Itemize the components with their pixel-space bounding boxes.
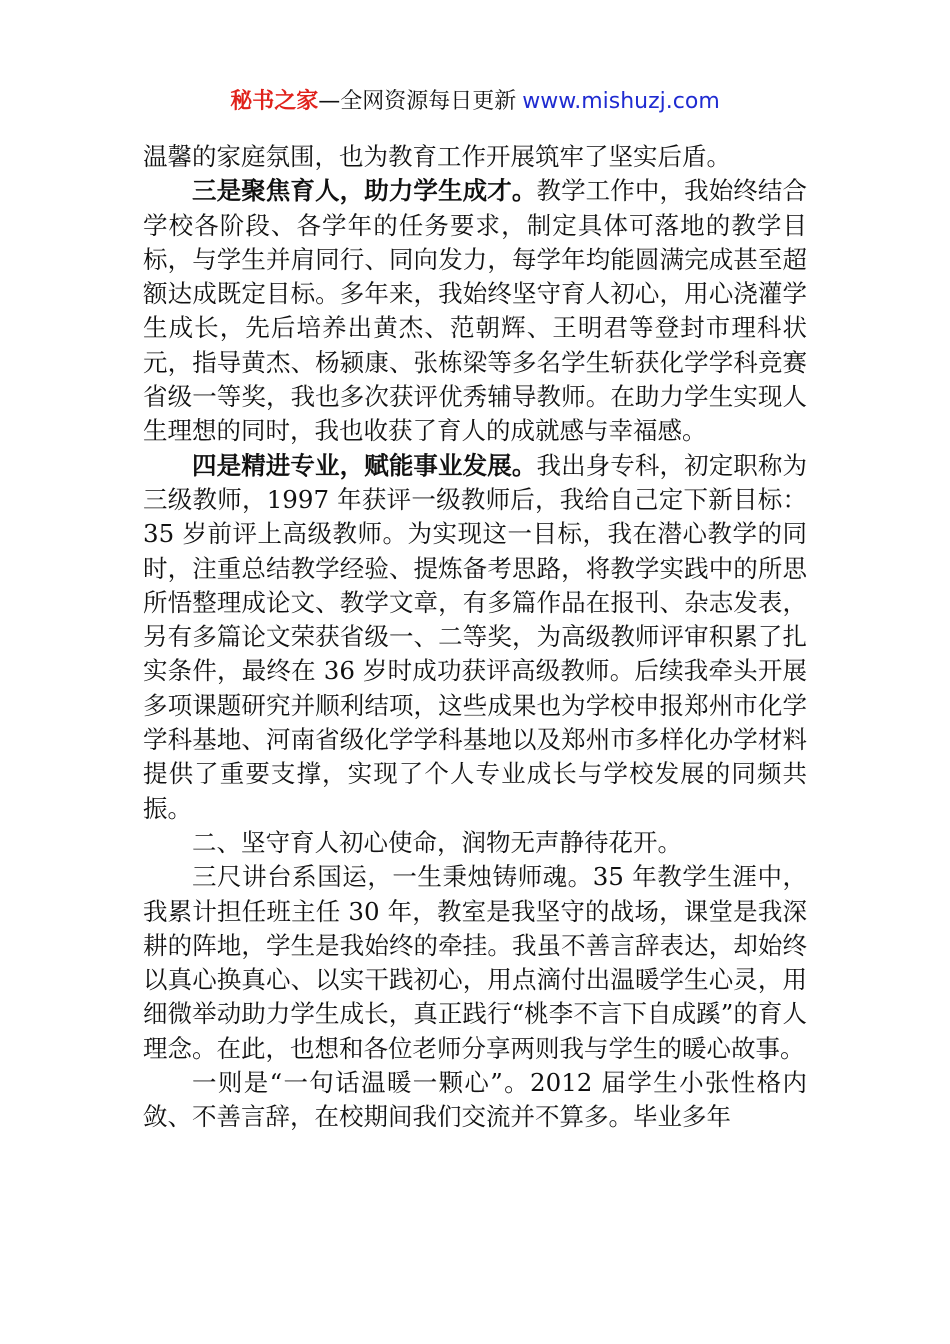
paragraph-point-four [143, 449, 807, 826]
paragraph-text: 温馨的家庭氛围，也为教育工作开展筑牢了坚实后盾。 [143, 142, 731, 171]
paragraph-continuation [143, 140, 807, 174]
section-heading [143, 826, 807, 860]
site-tagline: —全网资源每日更新 [318, 89, 517, 114]
document-body [143, 140, 807, 1135]
paragraph-lead: 三是聚焦育人，助力学生成才。 [192, 176, 537, 206]
site-url-link[interactable]: www.mishuzj.com [522, 89, 720, 114]
paragraph-text: 教学工作中，我始终结合学校各阶段、各学年的任务要求，制定具体可落地的教学目标，与学生并肩同行、同向发力，每学年均能圆满完成甚至超额达成既定目标。多年来，我始终坚守育人初心，用心浇灌学生成长，先后培养出黄杰、范朝辉、王明君等登封市理科状元，指导黄杰、杨颍康、张栋梁等多名学生斩获化学学科竞赛省级一等奖，我也多次获评优秀辅导教师。在助力学生实现人生理想的同时，我也收获了育人的成就感与幸福感。 [143, 176, 808, 446]
paragraph-lead: 四是精进专业，赋能事业发展。 [192, 450, 537, 480]
paragraph-text: 一则是“一句话温暖一颗心”。2012 届学生小张性格内敛、不善言辞，在校期间我们交流并不算多。毕业多年 [143, 1068, 807, 1132]
paragraph-point-three [143, 174, 807, 448]
paragraph-story-one [143, 1066, 807, 1135]
site-brand: 秘书之家 [230, 89, 319, 114]
paragraph-text: 三尺讲台系国运，一生秉烛铸师魂。35 年教学生涯中，我累计担任班主任 30 年，教室是我坚守的战场，课堂是我深耕的阵地，学生是我始终的牵挂。我虽不善言辞表达，却始终以真心换真心、以实干践初心，用点滴付出温暖学生心灵，用细微举动助力学生成长，真正践行“桃李不言下自成蹊”的育人理念。在此，也想和各位老师分享两则我与学生的暖心故事。 [143, 862, 807, 1063]
section-heading-text: 二、坚守育人初心使命，润物无声静待花开。 [192, 827, 682, 857]
paragraph-intro [143, 860, 807, 1066]
site-header [0, 86, 950, 118]
paragraph-text: 我出身专科，初定职称为三级教师，1997 年获评一级教师后，我给自己定下新目标：35 岁前评上高级教师。为实现这一目标，我在潜心教学的同时，注重总结教学经验、提炼备考思路，将教学实践中的所思所悟整理成论文、教学文章，有多篇作品在报刊、杂志发表，另有多篇论文荣获省级一、二等奖，为高级教师评审积累了扎实条件，最终在 36 岁时成功获评高级教师。后续我牵头开展多项课题研究并顺利结项，这些成果也为学校申报郑州市化学学科基地、河南省级化学学科基地以及郑州市多样化办学材料提供了重要支撑，实现了个人专业成长与学校发展的同频共振。 [143, 450, 808, 823]
